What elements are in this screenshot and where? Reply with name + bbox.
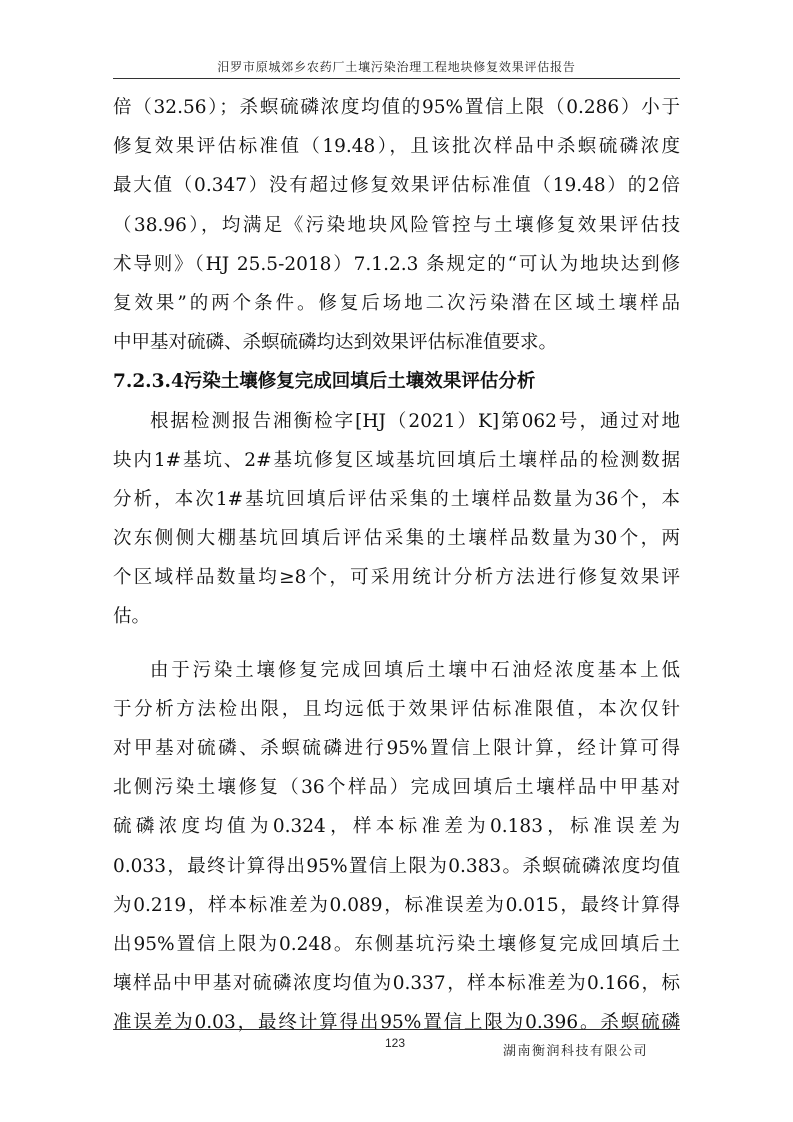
text-line: 出95%置信上限为0.248。东侧基坑污染土壤修复完成回填后土	[113, 933, 680, 955]
text-line: 为0.219，样本标准差为0.089，标准误差为0.015，最终计算得	[113, 894, 680, 916]
footer-divider	[113, 1029, 680, 1030]
text-line: （38.96），均满足《污染地块风险管控与土壤修复效果评估技	[113, 214, 680, 236]
page-number: 123	[385, 1036, 406, 1050]
text-line: 北侧污染土壤修复（36个样品）完成回填后土壤样品中甲基对	[113, 777, 680, 799]
text-line: 估。	[113, 606, 151, 628]
text-line: 修复效果评估标准值（19.48），且该批次样品中杀螟硫磷浓度	[113, 136, 680, 158]
text-line: 壤样品中甲基对硫磷浓度均值为0.337，样本标准差为0.166，标	[113, 973, 680, 995]
text-line: 倍（32.56）；杀螟硫磷浓度均值的95%置信上限（0.286）小于	[113, 97, 680, 118]
text-line: 于分析方法检出限，且均远低于效果评估标准限值，本次仅针	[113, 698, 680, 720]
paragraph-spacer	[113, 637, 680, 651]
text-line: 次东侧侧大棚基坑回填后评估采集的土壤样品数量为30个，两	[113, 528, 680, 550]
text-line: 对甲基对硫磷、杀螟硫磷进行95%置信上限计算，经计算可得	[113, 738, 680, 759]
header-divider	[113, 78, 680, 79]
text-line: 中甲基对硫磷、杀螟硫磷均达到效果评估标准值要求。	[113, 332, 558, 354]
document-body	[113, 88, 680, 1043]
paragraph-test-report	[113, 402, 680, 637]
text-line: 准误差为0.03，最终计算得出95%置信上限为0.396。杀螟硫磷	[113, 1012, 680, 1034]
text-line: 硫磷浓度均值为0.324，样本标准差为0.183，标准误差为	[113, 816, 680, 838]
text-line: 0.033，最终计算得出95%置信上限为0.383。杀螟硫磷浓度均值	[113, 855, 680, 877]
text-line: 个区域样品数量均≥8个，可采用统计分析方法进行修复效果评	[113, 567, 680, 589]
text-line: 由于污染土壤修复完成回填后土壤中石油烃浓度基本上低	[150, 659, 680, 681]
section-heading: 7.2.3.4污染土壤修复完成回填后土壤效果评估分析	[113, 371, 536, 393]
page-header-title: 汨罗市原城郊乡农药厂土壤污染治理工程地块修复效果评估报告	[217, 60, 576, 74]
text-line: 分析，本次1#基坑回填后评估采集的土壤样品数量为36个，本	[113, 488, 680, 510]
text-line: 块内1#基坑、2#基坑修复区域基坑回填后土壤样品的检测数据	[113, 449, 680, 471]
paragraph-statistics	[113, 651, 680, 1043]
text-line: 根据检测报告湘衡检字[HJ（2021）K]第062号，通过对地	[150, 410, 680, 432]
text-line: 复效果”的两个条件。修复后场地二次污染潜在区域土壤样品	[113, 292, 680, 314]
footer-company-name: 湖南衡润科技有限公司	[503, 1044, 649, 1059]
paragraph-conclusion	[113, 88, 680, 362]
text-line: 最大值（0.347）没有超过修复效果评估标准值（19.48）的2倍	[113, 175, 680, 197]
text-line: 术导则》（HJ 25.5-2018）7.1.2.3 条规定的“可认为地块达到修	[113, 253, 680, 275]
